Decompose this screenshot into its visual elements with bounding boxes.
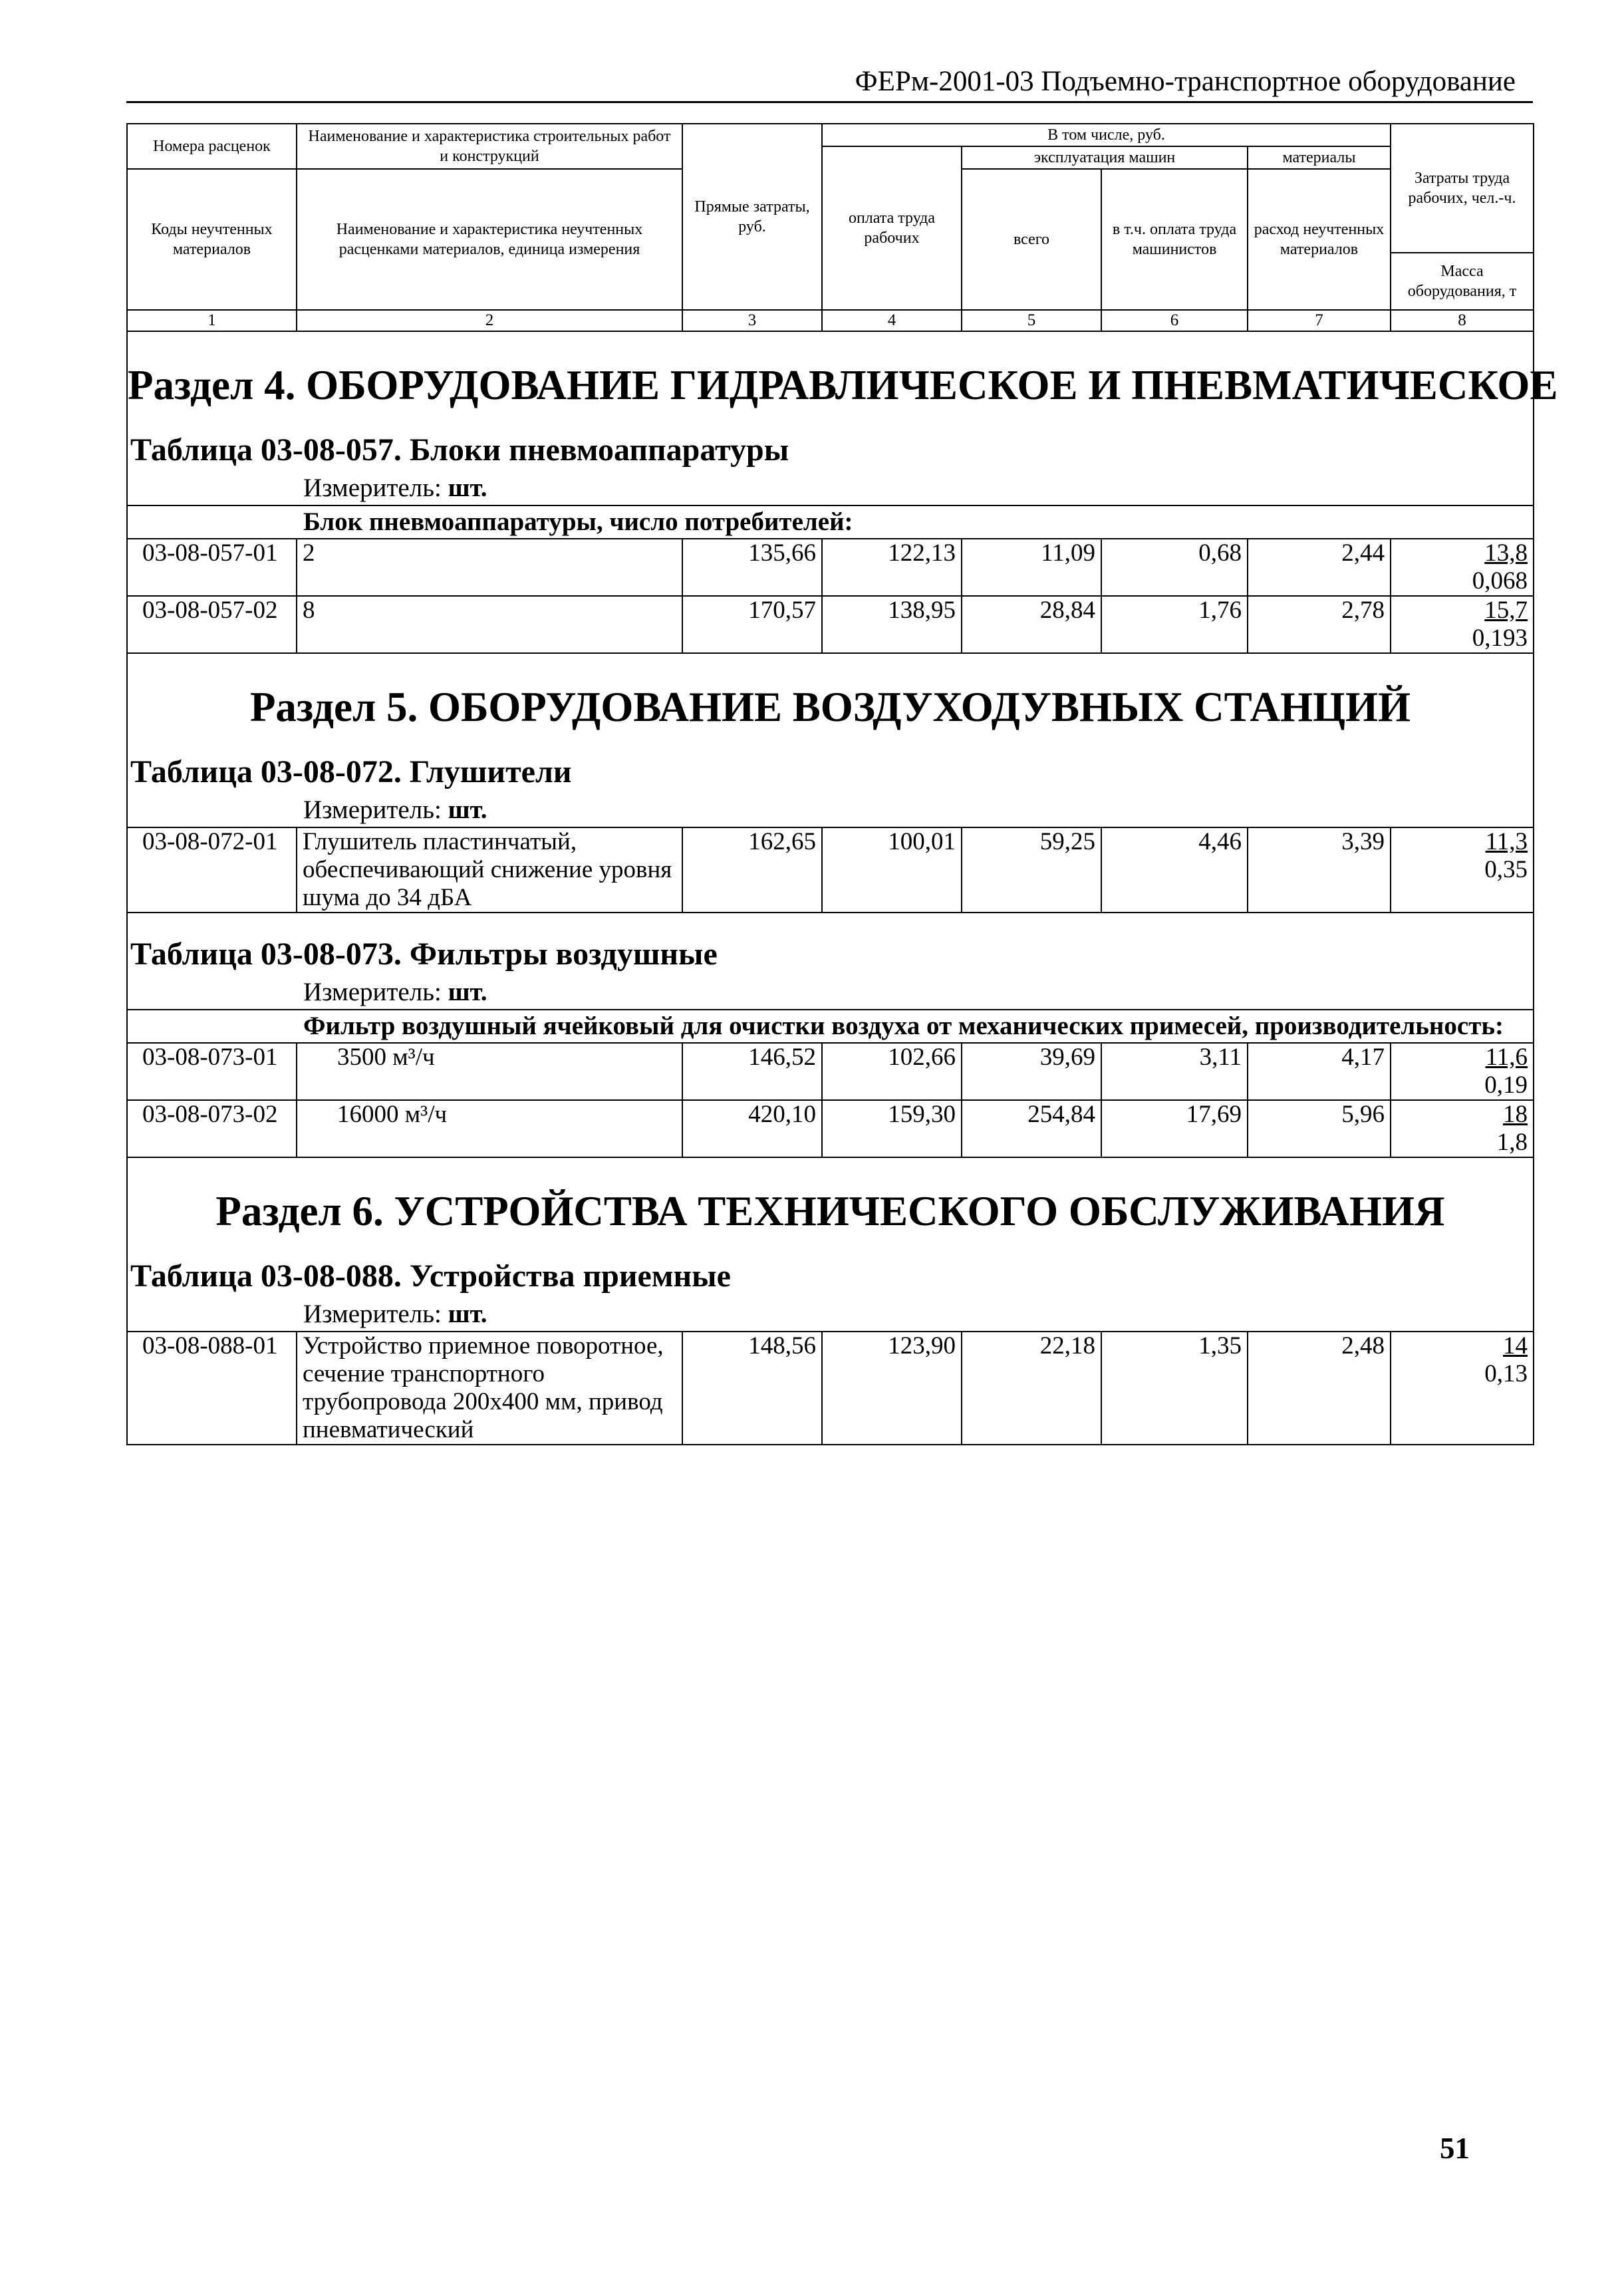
worker-wage: 138,95: [822, 596, 962, 653]
table-title: Таблица 03-08-057. Блоки пневмоаппаратуры: [130, 432, 789, 468]
rate-name: Устройство приемное поворотное, сечение транспортного трубопровода 200х400 мм, привод пневматический: [297, 1332, 682, 1445]
rate-code: 03-08-057-02: [127, 596, 297, 653]
machinist-wage: 3,11: [1101, 1043, 1248, 1100]
measure-unit: шт.: [448, 1300, 487, 1328]
rate-name: Глушитель пластинчатый, обеспечивающий снижение уровня шума до 34 дБА: [297, 827, 682, 913]
direct-cost: 148,56: [682, 1332, 822, 1445]
table-row: [127, 1100, 1534, 1157]
group-label: Блок пневмоаппаратуры, число потребителей:: [128, 505, 1533, 538]
column-number: 6: [1101, 310, 1248, 331]
materials-group-header: материалы: [1248, 146, 1391, 169]
materials-cost: 2,48: [1248, 1332, 1391, 1445]
machinist-wage: 4,46: [1101, 827, 1248, 913]
labor-mass-cell: [1391, 1043, 1534, 1100]
column-numbers-row: [127, 310, 1534, 331]
table-row: [127, 596, 1534, 653]
table-title: Таблица 03-08-088. Устройства приемные: [130, 1258, 731, 1294]
column-number: 8: [1391, 310, 1534, 331]
measure-line: [128, 976, 1533, 1009]
column-number: 1: [127, 310, 297, 331]
rate-code: 03-08-072-01: [127, 827, 297, 913]
direct-cost: 170,57: [682, 596, 822, 653]
equipment-mass: 1,8: [1496, 1129, 1528, 1156]
running-header: ФЕРм-2001-03 Подъемно-транспортное оборудование: [855, 66, 1516, 97]
equipment-mass: 0,13: [1484, 1360, 1528, 1387]
machines-total: 254,84: [962, 1100, 1101, 1157]
table-title: Таблица 03-08-073. Фильтры воздушные: [130, 936, 718, 972]
worker-wage: 102,66: [822, 1043, 962, 1100]
measure-unit: шт.: [448, 474, 487, 502]
section-4: [127, 331, 1558, 653]
labor-mass-cell: [1391, 539, 1534, 596]
rate-code: 03-08-073-02: [127, 1100, 297, 1157]
direct-cost: 162,65: [682, 827, 822, 913]
section-5: [127, 653, 1534, 1157]
rate-name: 2: [297, 539, 682, 596]
direct-cost: 135,66: [682, 539, 822, 596]
section-title: Раздел 6. УСТРОЙСТВА ТЕХНИЧЕСКОГО ОБСЛУЖИВАНИЯ: [215, 1188, 1445, 1234]
section-title: Раздел 4. ОБОРУДОВАНИЕ ГИДРАВЛИЧЕСКОЕ И ПНЕВМАТИЧЕСКОЕ: [128, 362, 1558, 408]
materials-cost: 5,96: [1248, 1100, 1391, 1157]
measure-unit: шт.: [448, 978, 487, 1006]
equipment-mass: 0,19: [1484, 1072, 1528, 1099]
machines-total: 11,09: [962, 539, 1101, 596]
machinist-wage: 17,69: [1101, 1100, 1248, 1157]
col7-header: расход неучтенных материалов: [1248, 169, 1391, 310]
column-number: 2: [297, 310, 682, 331]
column-number: 5: [962, 310, 1101, 331]
measure-label: Измеритель:: [303, 795, 442, 824]
section-6: [127, 1157, 1534, 1445]
labor-mass-cell: [1391, 1100, 1534, 1157]
column-number: 7: [1248, 310, 1391, 331]
machinist-wage: 0,68: [1101, 539, 1248, 596]
table-row: [127, 539, 1534, 596]
page-number: 51: [1440, 2132, 1470, 2165]
measure-line: [128, 472, 1533, 505]
equipment-mass: 0,35: [1484, 856, 1528, 883]
labor-mass-cell: [1391, 1332, 1534, 1445]
machines-total: 39,69: [962, 1043, 1101, 1100]
table-title: Таблица 03-08-072. Глушители: [130, 754, 572, 789]
direct-cost: 420,10: [682, 1100, 822, 1157]
measure-unit: шт.: [448, 795, 487, 824]
worker-wage: 159,30: [822, 1100, 962, 1157]
measure-line: [128, 1298, 1533, 1331]
header-rule: [126, 101, 1533, 103]
rate-code: 03-08-073-01: [127, 1043, 297, 1100]
equipment-mass: 0,068: [1472, 567, 1528, 595]
table-row: [127, 1043, 1534, 1100]
col4-header: оплата труда рабочих: [822, 146, 962, 310]
machines-total: 59,25: [962, 827, 1101, 913]
col2-top-header: Наименование и характеристика строительных работ и конструкций: [297, 124, 682, 169]
table-head: [127, 124, 1534, 331]
measure-line: [128, 793, 1533, 827]
machinist-wage: 1,76: [1101, 596, 1248, 653]
equipment-mass: 0,193: [1472, 625, 1528, 652]
materials-cost: 3,39: [1248, 827, 1391, 913]
rate-code: 03-08-088-01: [127, 1332, 297, 1445]
group-label: Фильтр воздушный ячейковый для очистки воздуха от механических примесей, производительность:: [128, 1009, 1533, 1042]
labor-mass-cell: [1391, 827, 1534, 913]
labor-hours: 11,3: [1485, 828, 1528, 855]
col8-top-header: Затраты труда рабочих, чел.-ч.: [1391, 124, 1534, 253]
col8-bottom-header: Масса оборудования, т: [1391, 253, 1534, 310]
machines-group-header: эксплуатация машин: [962, 146, 1248, 169]
materials-cost: 2,44: [1248, 539, 1391, 596]
measure-label: Измеритель:: [303, 474, 442, 502]
included-group-header: В том числе, руб.: [822, 124, 1391, 146]
worker-wage: 122,13: [822, 539, 962, 596]
rate-name: 3500 м³/ч: [297, 1043, 682, 1100]
measure-label: Измеритель:: [303, 1300, 442, 1328]
table-row: [127, 827, 1534, 913]
rate-code: 03-08-057-01: [127, 539, 297, 596]
section-title: Раздел 5. ОБОРУДОВАНИЕ ВОЗДУХОДУВНЫХ СТАНЦИЙ: [249, 684, 1411, 730]
rates-table: [126, 123, 1558, 1445]
worker-wage: 123,90: [822, 1332, 962, 1445]
machines-total: 28,84: [962, 596, 1101, 653]
machinist-wage: 1,35: [1101, 1332, 1248, 1445]
machines-total: 22,18: [962, 1332, 1101, 1445]
column-number: 3: [682, 310, 822, 331]
labor-mass-cell: [1391, 596, 1534, 653]
direct-cost: 146,52: [682, 1043, 822, 1100]
col2-bottom-header: Наименование и характеристика неучтенных расценками материалов, единица измерения: [297, 169, 682, 310]
worker-wage: 100,01: [822, 827, 962, 913]
labor-hours: 13,8: [1484, 539, 1528, 567]
col1-bottom-header: Коды неучтенных материалов: [127, 169, 297, 310]
materials-cost: 4,17: [1248, 1043, 1391, 1100]
labor-hours: 18: [1503, 1101, 1528, 1128]
rate-name: 8: [297, 596, 682, 653]
labor-hours: 15,7: [1484, 597, 1528, 624]
col5-header: всего: [962, 169, 1101, 310]
measure-label: Измеритель:: [303, 978, 442, 1006]
materials-cost: 2,78: [1248, 596, 1391, 653]
col3-header: Прямые затраты, руб.: [682, 124, 822, 310]
labor-hours: 11,6: [1485, 1044, 1528, 1071]
col6-header: в т.ч. оплата труда машинистов: [1101, 169, 1248, 310]
col1-top-header: Номера расценок: [127, 124, 297, 169]
table-row: [127, 1332, 1534, 1445]
rate-name: 16000 м³/ч: [297, 1100, 682, 1157]
labor-hours: 14: [1503, 1332, 1528, 1359]
column-number: 4: [822, 310, 962, 331]
